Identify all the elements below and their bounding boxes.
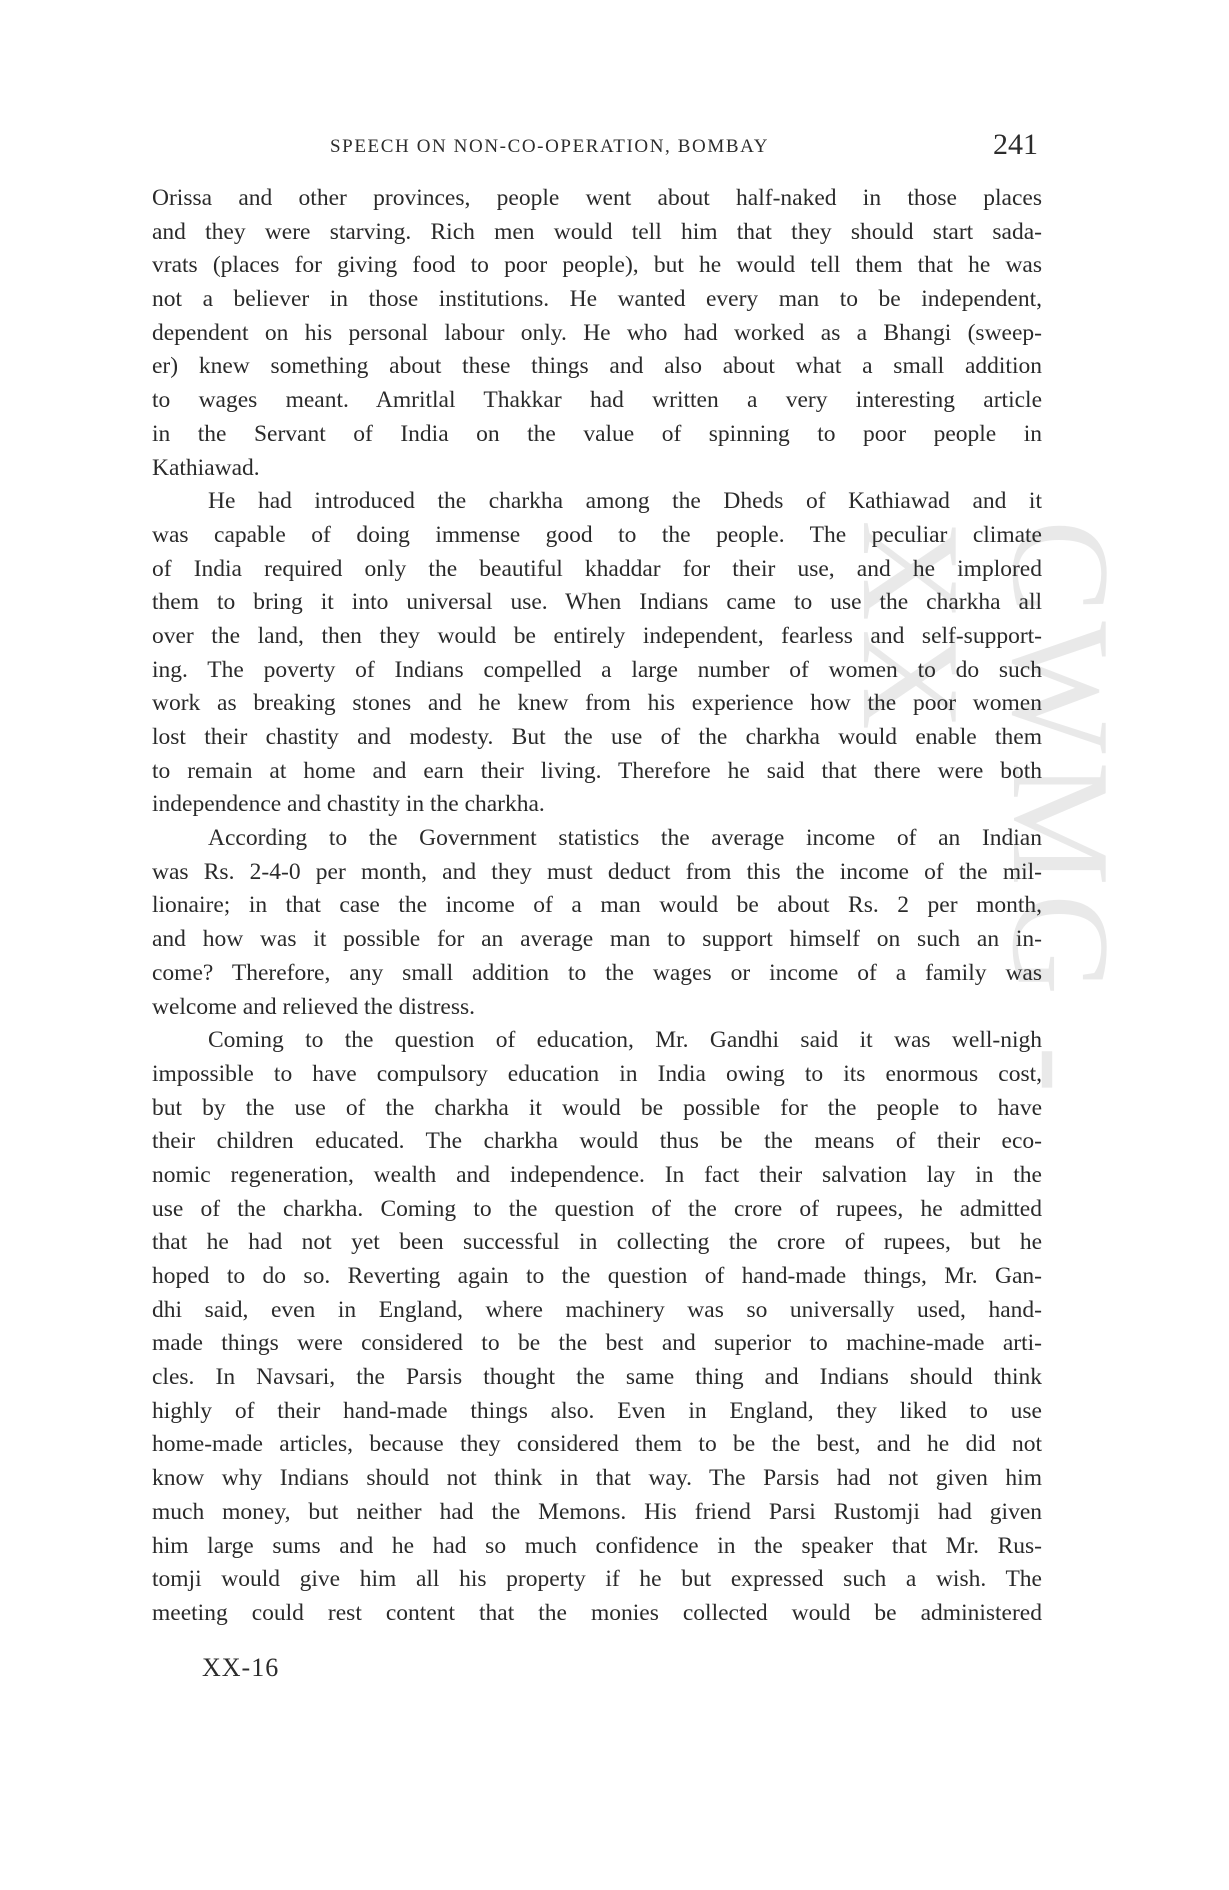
- text-line: their children educated. The charkha would thus be the means of their eco-: [152, 1128, 1042, 1155]
- text-line: meeting could rest content that the monies collected would be administered: [152, 1599, 1042, 1626]
- text-line: was capable of doing immense good to the people. The peculiar climate: [152, 521, 1042, 548]
- text-line: independence and chastity in the charkha.: [152, 791, 545, 818]
- text-line: Kathiawad.: [152, 454, 260, 481]
- text-line: of India required only the beautiful khaddar for their use, and he implored: [152, 555, 1042, 582]
- text-line: lionaire; in that case the income of a man would be about Rs. 2 per month,: [152, 892, 1042, 919]
- text-line: cles. In Navsari, the Parsis thought the same thing and Indians should think: [152, 1364, 1042, 1391]
- text-line: Orissa and other provinces, people went about half-naked in those places: [152, 185, 1042, 211]
- text-line: highly of their hand-made things also. Even in England, they liked to use: [152, 1397, 1042, 1424]
- text-line: Coming to the question of education, Mr. Gandhi said it was well-nigh: [208, 1027, 1042, 1054]
- text-line: welcome and relieved the distress.: [152, 993, 476, 1020]
- text-line: to remain at home and earn their living. Therefore he said that there were both: [152, 757, 1042, 784]
- text-line: not a believer in those institutions. He wanted every man to be independent,: [152, 286, 1042, 313]
- text-line: dependent on his personal labour only. He who had worked as a Bhangi (sweep-: [152, 319, 1042, 346]
- signature-code: XX-16: [202, 1653, 280, 1682]
- text-line: work as breaking stones and he knew from his experience how the poor women: [152, 690, 1042, 717]
- text-line: dhi said, even in England, where machinery was so universally used, hand-: [152, 1296, 1042, 1323]
- text-line: made things were considered to be the best and superior to machine-made arti-: [152, 1330, 1042, 1357]
- text-line: lost their chastity and modesty. But the use of the charkha would enable them: [152, 724, 1042, 750]
- running-title: SPEECH ON NON-CO-OPERATION, BOMBAY: [330, 136, 770, 157]
- text-line: over the land, then they would be entirely independent, fearless and self-support-: [152, 622, 1042, 649]
- text-line: much money, but neither had the Memons. His friend Parsi Rustomji had given: [152, 1498, 1042, 1525]
- text-line: er) knew something about these things and also about what a small addition: [152, 353, 1042, 380]
- text-line: home-made articles, because they considered them to be the best, and he did not: [152, 1431, 1042, 1458]
- text-line: but by the use of the charkha it would be possible for the people to have: [152, 1094, 1042, 1121]
- text-line: He had introduced the charkha among the Dheds of Kathiawad and it: [208, 488, 1042, 515]
- body-text: [152, 182, 1042, 1631]
- text-line: hoped to do so. Reverting again to the question of hand-made things, Mr. Gan-: [152, 1263, 1042, 1289]
- text-line: to wages meant. Amritlal Thakkar had written a very interesting article: [152, 387, 1042, 414]
- text-line: nomic regeneration, wealth and independence. In fact their salvation lay in the: [152, 1161, 1042, 1188]
- page-number: 241: [993, 128, 1038, 161]
- text-line: and how was it possible for an average man to support himself on such an in-: [152, 926, 1042, 953]
- text-line: was Rs. 2-4-0 per month, and they must deduct from this the income of the mil-: [152, 858, 1042, 885]
- text-line: ing. The poverty of Indians compelled a large number of women to do such: [152, 656, 1042, 683]
- text-line: vrats (places for giving food to poor people), but he would tell them that he was: [152, 252, 1042, 279]
- text-line: know why Indians should not think in that way. The Parsis had not given him: [152, 1465, 1042, 1492]
- text-line: impossible to have compulsory education in India owing to its enormous cost,: [152, 1060, 1042, 1087]
- text-line: come? Therefore, any small addition to the wages or income of a family was: [152, 959, 1042, 986]
- text-line: tomji would give him all his property if he but expressed such a wish. The: [152, 1566, 1042, 1593]
- watermark: CWMG - XX: [833, 520, 1138, 1101]
- text-line: use of the charkha. Coming to the question of the crore of rupees, he admitted: [152, 1195, 1042, 1222]
- text-line: According to the Government statistics the average income of an Indian: [208, 825, 1042, 852]
- text-line: and they were starving. Rich men would tell him that they should start sada-: [152, 218, 1042, 245]
- text-line: in the Servant of India on the value of spinning to poor people in: [152, 420, 1042, 447]
- text-line: them to bring it into universal use. When Indians came to use the charkha all: [152, 589, 1042, 616]
- text-line: him large sums and he had so much confidence in the speaker that Mr. Rus-: [152, 1532, 1042, 1559]
- text-line: that he had not yet been successful in collecting the crore of rupees, but he: [152, 1229, 1042, 1256]
